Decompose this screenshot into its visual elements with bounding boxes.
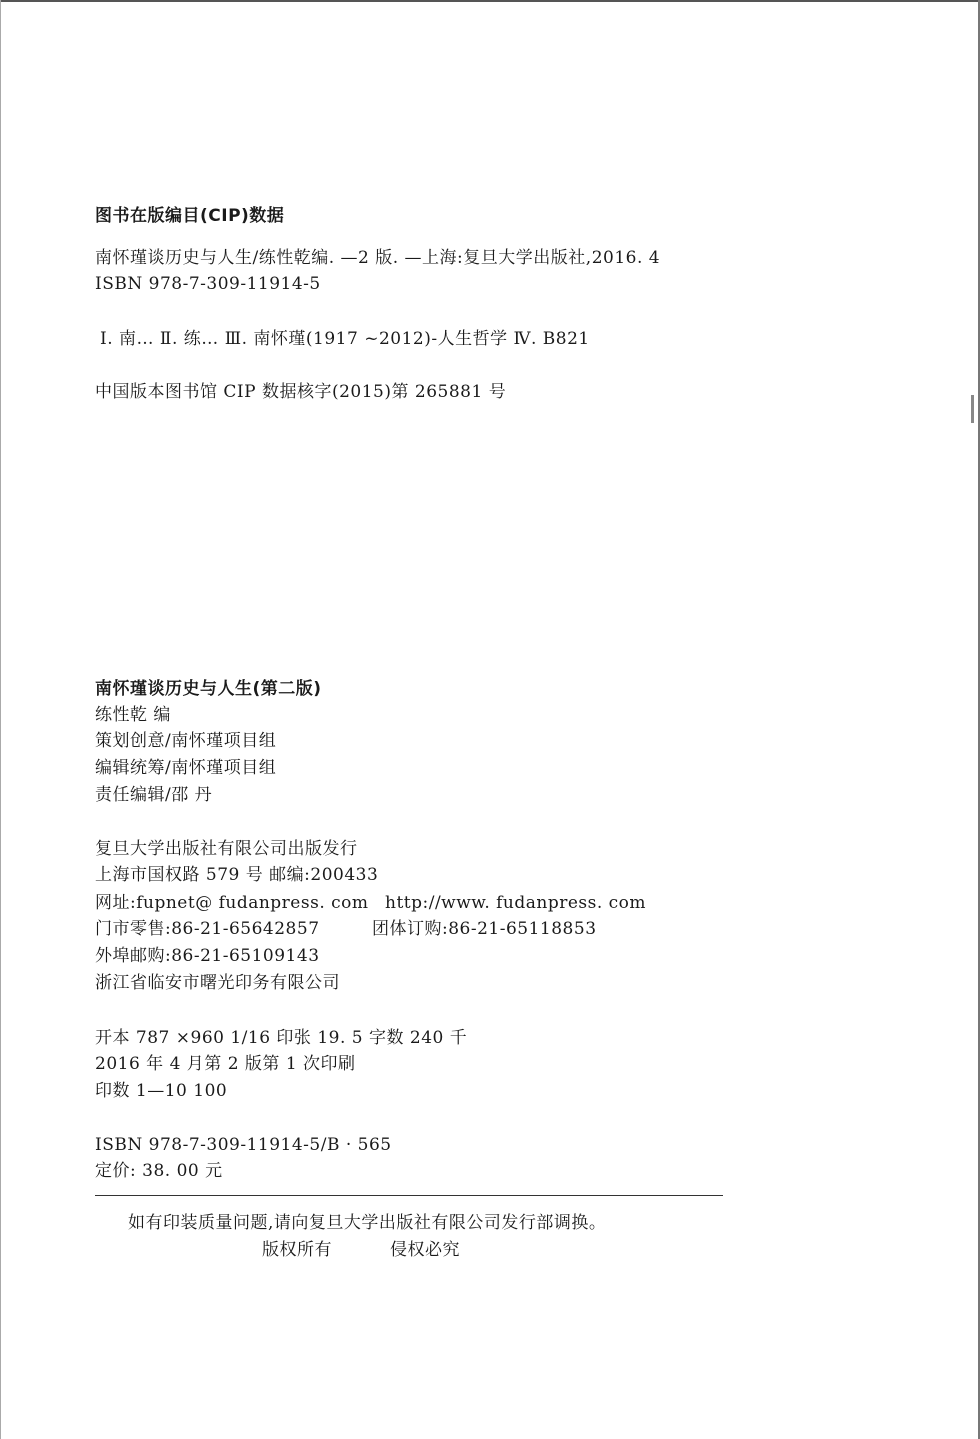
rights-reserved: 版权所有 bbox=[262, 1240, 332, 1260]
printer-name: 浙江省临安市曙光印务有限公司 bbox=[95, 973, 340, 993]
isbn-full: ISBN 978-7-309-11914-5/B · 565 bbox=[95, 1135, 392, 1155]
publisher-website: http://www. fudanpress. com bbox=[385, 893, 647, 913]
page-border-top bbox=[0, 0, 978, 2]
quality-notice: 如有印装质量问题,请向复旦大学出版社有限公司发行部调换。 bbox=[128, 1213, 607, 1233]
publisher-email: 网址:fupnet@ fudanpress. com bbox=[95, 893, 369, 913]
mail-order-phone: 外埠邮购:86-21-65109143 bbox=[95, 946, 320, 966]
responsible-editor-line: 责任编辑/邵 丹 bbox=[95, 785, 213, 805]
editor-line: 练性乾 编 bbox=[95, 705, 171, 725]
scan-mark bbox=[971, 395, 974, 423]
cip-subjects: Ⅰ. 南… Ⅱ. 练… Ⅲ. 南怀瑾(1917 ~2012)-人生哲学 Ⅳ. B821 bbox=[100, 329, 590, 349]
print-run-line: 印数 1—10 100 bbox=[95, 1081, 228, 1101]
infringement-notice: 侵权必究 bbox=[390, 1240, 460, 1260]
publisher-address: 上海市国权路 579 号 邮编:200433 bbox=[95, 865, 379, 885]
book-title: 南怀瑾谈历史与人生(第二版) bbox=[95, 679, 322, 699]
cip-record: 南怀瑾谈历史与人生/练性乾编. —2 版. —上海:复旦大学出版社,2016. 4 bbox=[95, 248, 661, 268]
cip-heading: 图书在版编目(CIP)数据 bbox=[95, 206, 285, 226]
retail-phone: 门市零售:86-21-65642857 bbox=[95, 919, 320, 939]
publisher-name: 复旦大学出版社有限公司出版发行 bbox=[95, 839, 358, 859]
edition-line: 2016 年 4 月第 2 版第 1 次印刷 bbox=[95, 1054, 356, 1074]
price-line: 定价: 38. 00 元 bbox=[95, 1161, 223, 1181]
group-order-phone: 团体订购:86-21-65118853 bbox=[372, 919, 597, 939]
cip-library: 中国版本图书馆 CIP 数据核字(2015)第 265881 号 bbox=[95, 382, 507, 402]
coordination-line: 编辑统筹/南怀瑾项目组 bbox=[95, 758, 277, 778]
format-specs: 开本 787 ×960 1/16 印张 19. 5 字数 240 千 bbox=[95, 1028, 468, 1048]
page-border-left bbox=[0, 0, 1, 1439]
planning-line: 策划创意/南怀瑾项目组 bbox=[95, 731, 277, 751]
cip-isbn: ISBN 978-7-309-11914-5 bbox=[95, 274, 321, 294]
divider-rule bbox=[95, 1195, 723, 1196]
